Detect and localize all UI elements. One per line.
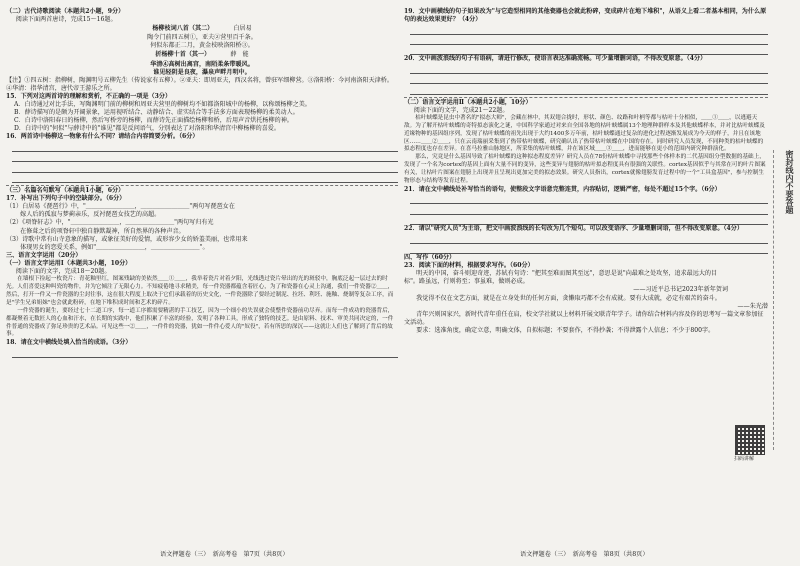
answer-line[interactable] bbox=[410, 36, 768, 45]
material-2: 我觉得不仅在文艺方面，就是在立身处世的任何方面，贪懒取巧都不会有成就。要有大成就，必定有艰苦的奋斗。 bbox=[404, 294, 721, 302]
q17-item-2a: （2）《项脊轩志》中，"＿＿＿＿＿＿＿＿，＿＿＿＿＿＿＿＿"两句写归有光 bbox=[6, 219, 214, 227]
poem1-line-1: 陶令门前四五树①，亚夫②营里百千条。 bbox=[147, 34, 257, 42]
q17-item-2b: 在修葺之后的项脊轩中独自静默凝神，所自然界的各种声音。 bbox=[6, 227, 185, 235]
poem1-author: 白居易 bbox=[233, 25, 252, 33]
question-20: 20．文中画波浪线的句子有语病，请进行修改，使语言表达准确流畅。可少量增删词语，不得改变原意。（4分） bbox=[404, 55, 707, 63]
passage1-para1: 在墙根下捡起一枚瓷片：青花釉里红，图案残缺的美依然＿＿①＿＿，我举着瓷片对着夕阳，光线透过瓷片晕出的光的斑驳中，胸底泛起一层过去的时光。人们喜爱这种叫瓷的物件，并为它倾注了无限心力。不知疲倦地寻求精美，每一件瓷器都蕴含着匠心，为了和瓷器在心灵上沟通，我们一件瓷器②＿＿，然后，打开一件又一件瓷器的尘封往事，这在很大程度上取决于它们承载着的历史文化，一件瓷器除了要经过制泥、拉坯、利坯、施釉、烧制等复杂工序，而是"学生兄弟姐妹"也会就此粉碎，在地下堆积成时间和艺术的碎片。 bbox=[6, 276, 394, 306]
q17-item-3a: （3）诗歌中常有山寺意象的描写，或象征美好的爱情，或形容少女的娇羞美丽，也常用来 bbox=[6, 235, 248, 243]
section3-header: （三）名篇名句默写（本题共1小题，6分） bbox=[6, 187, 125, 195]
qr-code-icon[interactable] bbox=[735, 425, 765, 455]
answer-line[interactable] bbox=[12, 348, 398, 357]
passage1-para2: 一件瓷器的诞生，要经过七十二道工序，每一道工序都需要精湛的手工技艺，因为一个细小的失误就会使整件瓷器前功尽弃。而每一件成功的瓷器背后，都凝聚着无数匠人的心血和汗水，在长期的实践中，他们积累了丰富的经验，发明了各种工具，形成了独特的技艺。是由原料、技术、审美共同决定的，一件件普通的瓷器成了弥足珍贵的艺术品。可见这些一②＿＿，一件件的瓷器，犹如一件件心爱人的"奴役"，若有所思的深沉——这就让人们也了解到了背后的故事。 bbox=[6, 307, 394, 338]
question-15: 15．下列对这两首诗的理解和赏析，不正确的一项是（3分） bbox=[6, 92, 172, 100]
q15-option-c: C．白诗中洛阳春日的杨柳，然后写桥旁的杨柳，而薛诗先正面描绘杨柳和桥，后用声音烘托杨柳的神。 bbox=[14, 117, 293, 125]
material-2-source: ——朱光潜 bbox=[737, 302, 768, 310]
poem2-title bbox=[6, 51, 398, 59]
q15-option-b: B．薛诗描写的是颇为开阔景象，运用视听结合、动静结合、虚实结合等手法多方面表现杨柳的柔美动人。 bbox=[14, 109, 299, 117]
question-22: 22．请以"研究人员"为主语，把文中画波浪线的长句改为几个短句。可以改变语序、少量增删词语，但不得改变原意。（4分） bbox=[404, 225, 743, 233]
poem-notes: 【注】①四五树：指柳树，陶渊明号五柳先生（传说家有五柳）。②亚夫：即周亚夫，西汉名将，曾驻军细柳营。③洛阳桥：今河南洛阳天津桥。④华清：指华清宫，唐代帝王游乐之所。 bbox=[6, 76, 393, 92]
section2-intro: 阅读下面两首唐诗，完成15～16题。 bbox=[15, 16, 117, 24]
answer-line[interactable] bbox=[410, 25, 768, 34]
sub2-header: （二）语言文字运用Ⅱ（本题共2小题，10分） bbox=[404, 98, 532, 106]
section2-header: （二）古代诗歌阅读（本题共2小题，9分） bbox=[6, 8, 125, 15]
answer-line[interactable] bbox=[410, 64, 768, 73]
answer-line[interactable] bbox=[12, 143, 398, 152]
poem1-line-2: 何似东都正二月，黄金枝映洛阳桥③。 bbox=[150, 42, 254, 50]
answer-line[interactable] bbox=[410, 46, 768, 55]
binding-char: 线 bbox=[785, 166, 795, 174]
sub1-header: （一）语言文字运用Ⅰ（本题共3小题，10分） bbox=[6, 259, 132, 267]
right-footer: 语文押题卷（三） 新高考卷 第8页（共8页） bbox=[520, 551, 649, 558]
answer-line[interactable] bbox=[410, 205, 768, 214]
poem2-line-1: 华清④高树出离宫，南陌柔条带暖风。 bbox=[150, 60, 254, 68]
binding-char: 封 bbox=[785, 158, 795, 166]
poem1-title bbox=[6, 25, 398, 33]
writing-task: 青年兴则国家兴，新时代青年重任在肩，校文学社就以上材料开展文联青年学子。请你结合材料内容及你的思考写一篇文章参加征文活动。 bbox=[404, 310, 764, 326]
qr-caption: 扫码讲解 bbox=[734, 456, 755, 462]
left-page bbox=[6, 8, 398, 358]
answer-line[interactable] bbox=[12, 163, 398, 172]
material-1: 明天的中国，奋斗则迎奇迹，苏轼有句诗："把其至难而图其至远"，意思是说"向最难之处攻坚，追求最远大的目标"。路虽远，行则将至；事虽难，做则必成。 bbox=[404, 270, 718, 286]
question-19: 19．文中画横线的句子如果改为"与它造型相同的其他瓷器也会就此粉碎，变成碎片在地下堆积"，从语义上看二者基本相同，为什么原句的表达效果更好？（4分） bbox=[404, 8, 767, 24]
poem2-title-text: 折杨柳十首（其一） bbox=[155, 51, 211, 59]
answer-line[interactable] bbox=[410, 216, 768, 225]
writing-section-header: 四、写作（60分） bbox=[404, 254, 456, 262]
binding-char: 要 bbox=[785, 190, 795, 198]
q17-item-3b: 体现男女的恋爱关系，例如"＿＿＿＿＿＿＿＿，＿＿＿＿＿＿＿＿"。 bbox=[6, 243, 209, 251]
q15-option-a: A．白诗通过对比手法，写陶渊明门前的柳树和周亚夫营里的柳树均不如都洛阳城中的杨柳，以称颂杨柳之美。 bbox=[14, 101, 311, 109]
material-1-source: ——习近平总书记2023年新年贺词 bbox=[633, 286, 728, 294]
question-21: 21．请在文中横线处补写恰当的语句，使整段文字语意完整连贯，内容贴切，逻辑严密，每处不超过15个字。（6分） bbox=[404, 185, 721, 193]
answer-line[interactable] bbox=[410, 85, 768, 94]
question-16: 16．两首诗中杨柳这一物象有什么不同？请结合内容简要分析。（6分） bbox=[6, 133, 199, 141]
q17-item-1b: 嫁人后的孤寂与梦蓟亲乐，反衬琵琶女技艺的高超。 bbox=[6, 211, 161, 219]
answer-line[interactable] bbox=[410, 195, 768, 204]
passage2-para1: 枯叶蛱蝶是昆虫中著名的"拟态大师"，会藏在林中，其双翅合拢时，形状、颜色、纹路和叶柄等都与枯叶十分相似，＿＿①＿＿，以逃避天敌。为了解开枯叶蛱蝶的奇特拟态演化之谜，中国科学家通过对来自全国各地的枯叶蛱蝶属13个地理种群样本及其他蛱蝶样本，并对比枯叶蛱蝶及近缘物种的基因组序列，发现了枯叶蛱蝶的祖先出现于大约1400多万年前，枯叶蛱蝶通过复杂的进化过程逐渐发展成为今天的样子，并且在该地区……＿＿②＿＿，只在云南瑞丽采集到了热带枯叶蛱蝶，研究确认出了热带枯叶蛱蝶在中国的存在。同时研究人员发现，不同种类的枯叶蛱蝶的拟态程度也存在差异。在喜马拉雅山脉地区，所采集的枯叶蛱蝶，并在该区域＿＿③＿＿，进而能够在更小的范围内研究种群演化。 bbox=[404, 114, 765, 153]
answer-line[interactable] bbox=[410, 245, 768, 254]
binding-margin bbox=[773, 150, 796, 450]
binding-char: 密 bbox=[785, 150, 795, 158]
language-section-header: 三、语言文字运用（20分） bbox=[6, 251, 82, 259]
binding-char: 题 bbox=[785, 206, 795, 214]
q17-item-1a: （1）白居易《琵琶行》中，"＿＿＿＿＿＿＿＿，＿＿＿＿＿＿＿＿"两句写琵琶女在 bbox=[6, 203, 235, 211]
left-footer: 语文押题卷（三） 新高考卷 第7页（共8页） bbox=[160, 551, 289, 558]
right-page bbox=[404, 8, 768, 335]
q15-option-d: D．白诗中的"何似"与薛诗中的"谁见"都是反问语气，分别表达了对洛阳和华清宫中柳杨柳的喜爱。 bbox=[14, 125, 280, 133]
sub2-intro: 阅读下面的文字，完成21～22题。 bbox=[413, 106, 509, 114]
poem2-author: 薛 能 bbox=[230, 51, 249, 59]
answer-line[interactable] bbox=[410, 75, 768, 84]
passage2-para2: 那么，究竟是什么基因导致了枯叶蛱蝶的这种拟态程度差异？研究人员在78份枯叶蛱蝶中寻找那些个体样本的二代基因组分型数据的基础上，发现了一个名为cortex的基因上面有大量不同的变异，这些变异与翅膀的枯叶拟态程度具有很强的关联性。cortex基因似乎与其常在可的叶片图案有关，让枯叶片图案在翅膀上出现并且呈现出更加完美的拟态效果。研究人员指出，cortex就像翅膀发育过程中的一个"工具盒基因"，参与控制生物形态与结构等发育过程。 bbox=[404, 154, 766, 185]
binding-char: 不 bbox=[785, 182, 795, 190]
binding-char: 答 bbox=[785, 198, 795, 206]
writing-requirements: 要求：选准角度，确定立意，明确文体，自拟标题；不要套作，不得抄袭；不得泄露个人信息；不少于800字。 bbox=[404, 326, 715, 334]
question-18: 18．请在文中横线处填入恰当的成语。（3分） bbox=[6, 339, 132, 347]
binding-char: 内 bbox=[785, 174, 795, 182]
question-17: 17．补写出下列句子中的空缺部分。（6分） bbox=[6, 195, 126, 203]
section3-block bbox=[6, 185, 398, 195]
answer-line[interactable] bbox=[410, 234, 768, 243]
poem2-line-2: 谁见轻阴是良夜，瀑泉声畔月明中。 bbox=[153, 68, 251, 76]
poem1-title-text: 杨柳枝词八首（其二） bbox=[152, 25, 214, 33]
answer-line[interactable] bbox=[12, 153, 398, 162]
question-23: 23．阅读下面的材料，根据要求写作。（60分） bbox=[404, 262, 534, 270]
sub1-intro: 阅读下面的文字，完成18～20题。 bbox=[15, 268, 111, 275]
answer-line[interactable] bbox=[12, 174, 398, 183]
sub2-block bbox=[404, 97, 768, 107]
